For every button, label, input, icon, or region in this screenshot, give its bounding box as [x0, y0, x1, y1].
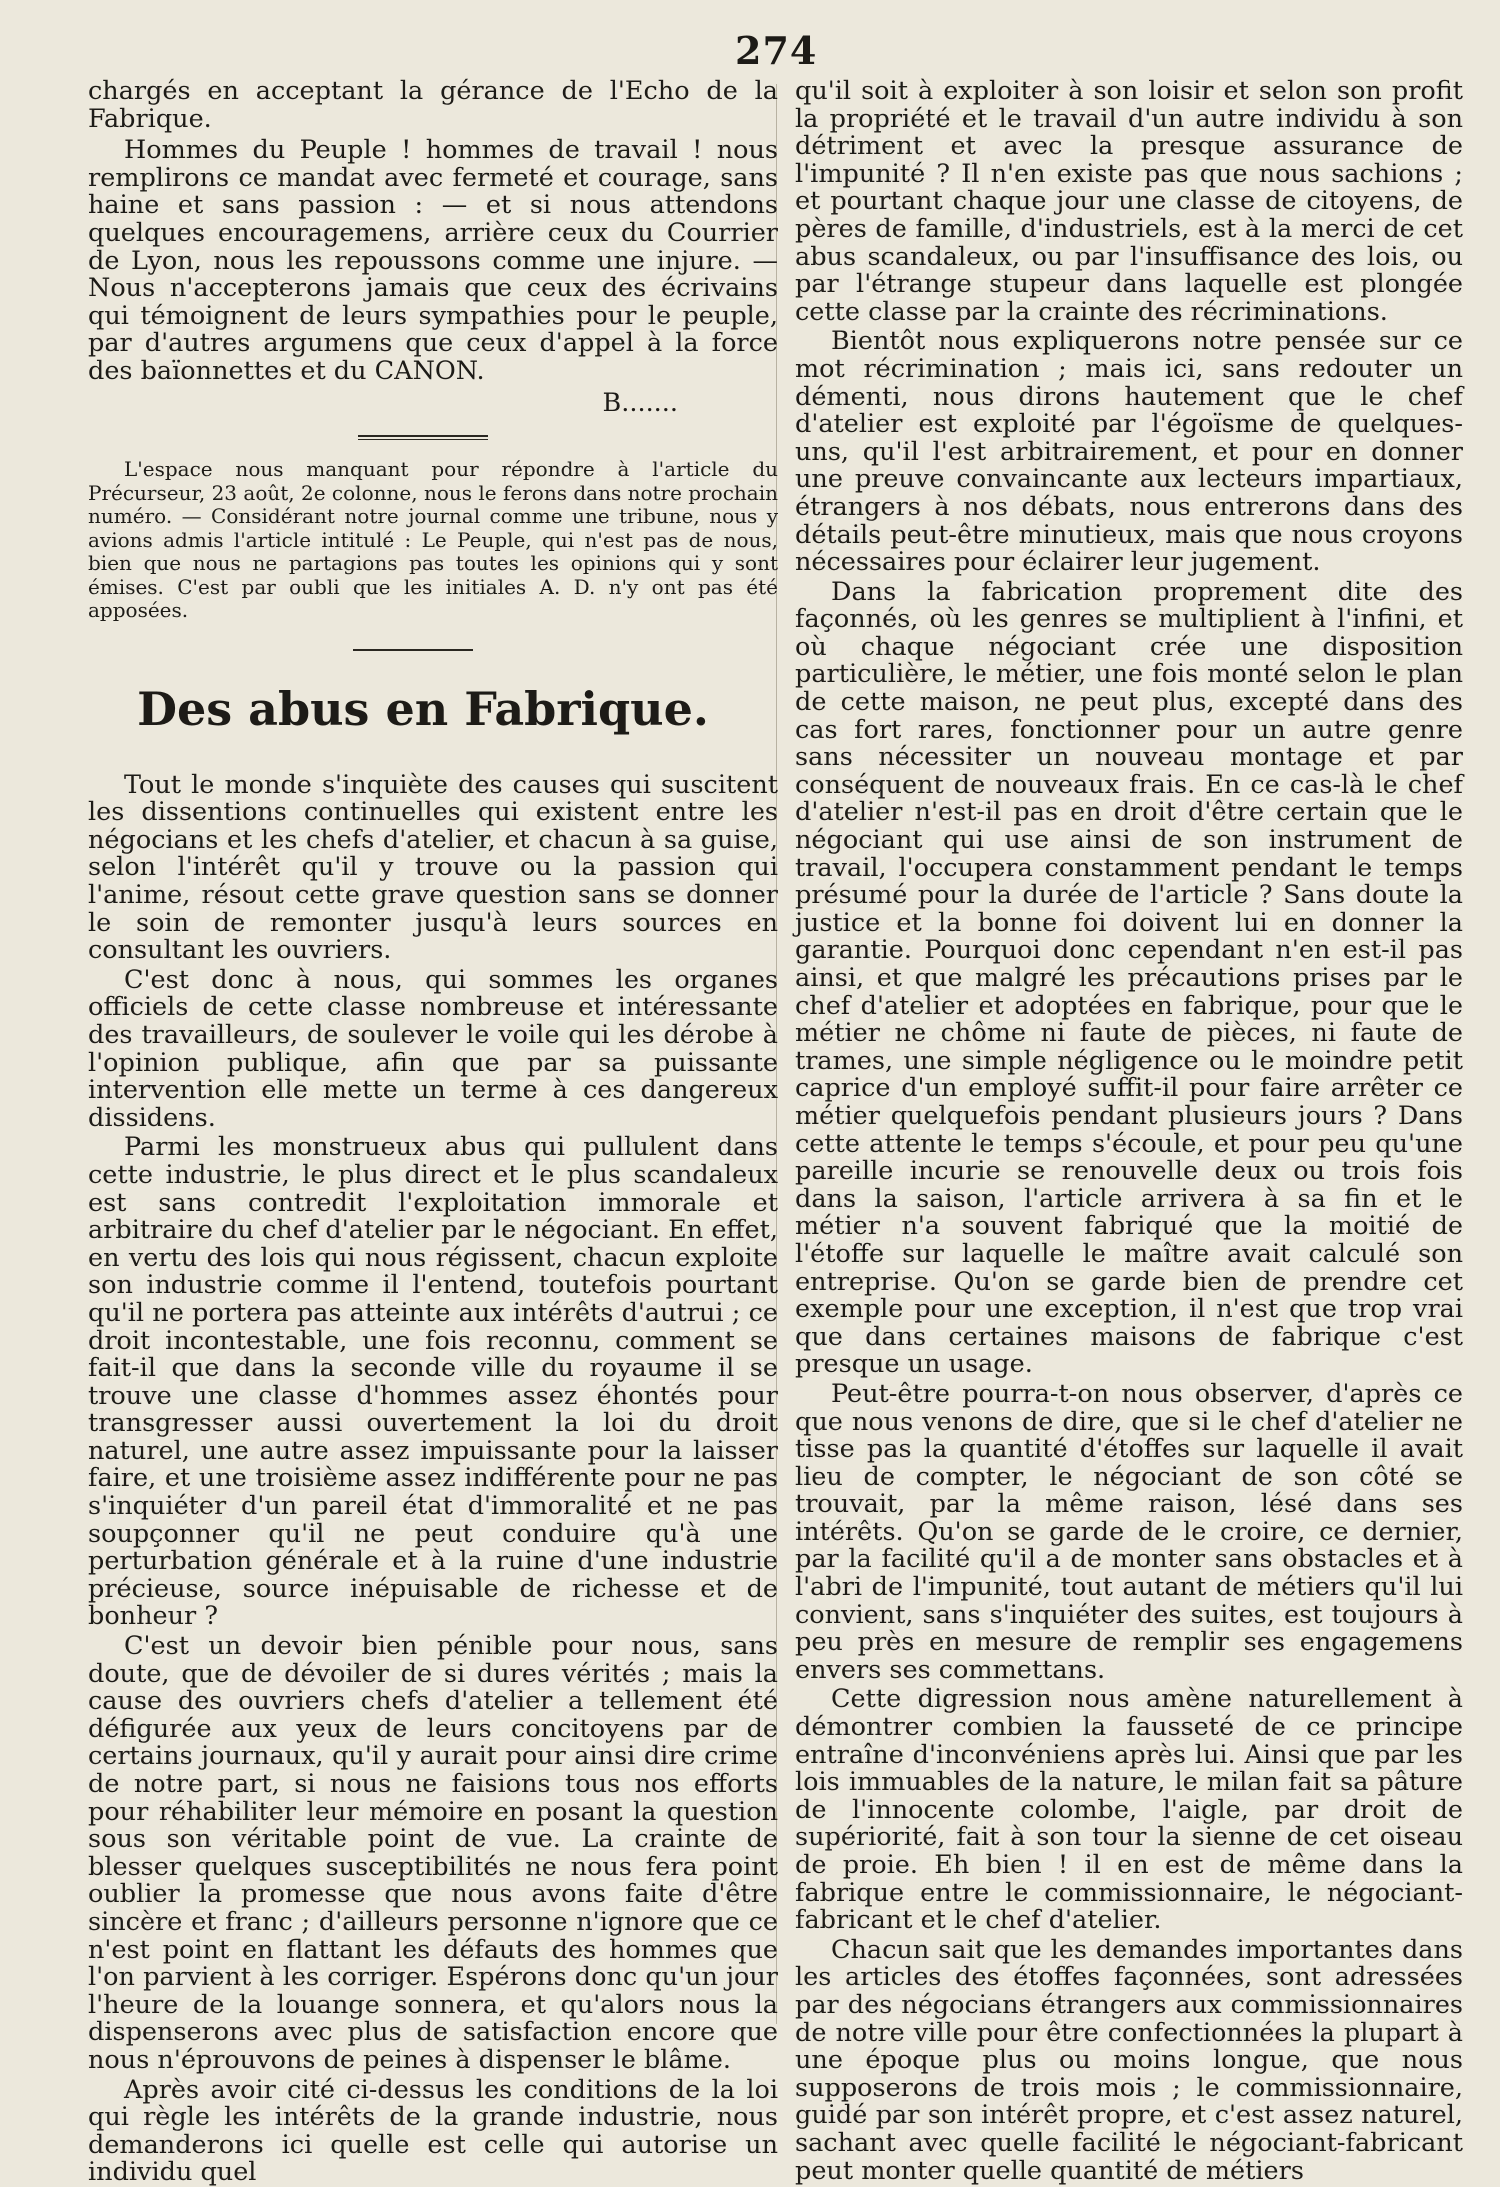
paragraph-6: qu'il soit à exploiter à son loisir et selon son profit la propriété et le travail d'un autre individu à son détriment et avec la presque assurance de l'impunité ? Il n'en existe pas que nous sachions ; et pourtant chaque jour une classe de citoyens, de pères de famille, d'industriels, est à la merci de cet abus scandaleux, ou par l'insuffisance des lois, ou par l'étrange stupeur dans laquelle est plongée cette classe par la crainte des récriminations. — [795, 76, 1463, 327]
section-separator — [358, 435, 488, 440]
left-column — [88, 78, 778, 2187]
paragraph-5: Après avoir cité ci-dessus les conditions de la loi qui règle les intérêts de la grande industrie, nous demanderons ici quelle est celle qui autorise un individu quel — [88, 2074, 778, 2187]
paragraph-4: C'est un devoir bien pénible pour nous, sans doute, que de dévoiler de si dures vérités ; mais la cause des ouvriers chefs d'atelier a tellement été défigurée aux yeux de leurs concitoyens par de certains journaux, qu'il y aurait pour ainsi dire crime de notre part, si nous ne faisions tous nos efforts pour réhabiliter leur mémoire en posant la question sous son véritable point de vue. La crainte de blesser quelques susceptibilités ne nous fera point oublier la promesse que nous avons faite d'être sincère et franc ; d'ailleurs personne n'ignore que ce n'est point en flattant les défauts des hommes que l'on parvient à les corriger. Espérons donc qu'un jour l'heure de la louange sonnera, et qu'alors nous la dispenserons avec plus de satisfaction encore que nous n'éprouvons de peines à dispenser le blâme. — [88, 1631, 778, 2075]
article-title: Des abus en Fabrique. — [137, 681, 709, 736]
note-separator — [353, 649, 473, 652]
paragraph-8: Dans la fabrication proprement dite des façonnés, où les genres se multiplient à l'infini, et où chaque négociant crée une disposition particulière, le métier, une fois monté selon le plan de cette maison, ne peut plus, excepté dans des cas fort rares, fonctionner pour un autre genre sans nécessiter un nouveau montage et par conséquent de nouveaux frais. En ce cas-là le chef d'atelier n'est-il pas en droit d'être certain que le négociant qui use ainsi de son instrument de travail, l'occupera constamment pendant le temps présumé pour la durée de l'article ? Sans doute la justice et la bonne foi doivent lui en donner la garantie. Pourquoi donc cependant n'en est-il pas ainsi, et que malgré les précautions prises par le chef d'atelier et adoptées en fabrique, pour que le métier ne chôme ni faute de pièces, ni faute de trames, une simple négligence ou le moindre petit caprice d'un employé suffit-il pour faire arrêter ce métier quelquefois pendant plusieurs jours ? Dans cette attente le temps s'écoule, et pour peu qu'une pareille incurie se renouvelle deux ou trois fois dans la saison, l'article arrivera à sa fin et le métier n'a souvent fabriqué que la moitié de l'étoffe sur laquelle le maître avait calculé son entreprise. Qu'on se garde bien de prendre cet exemple pour une exception, il n'est que trop vrai que dans certaines maisons de fabrique c'est presque un usage. — [795, 576, 1463, 1380]
right-column — [795, 78, 1463, 2185]
paragraph-7: Bientôt nous expliquerons notre pensée sur ce mot récrimination ; mais ici, sans redouter un démenti, nous dirons hautement que le chef d'atelier est exploité par l'égoïsme de quelques-uns, qu'il l'est arbitrairement, et pour en donner une preuve convaincante aux lecteurs impartiaux, étrangers à nos débats, nous entrerons dans des détails peut-être minutieux, mais que nous croyons nécessaires pour éclairer leur jugement. — [795, 326, 1463, 578]
paragraph-3: Parmi les monstrueux abus qui pullulent dans cette industrie, le plus direct et le plus scandaleux est sans contredit l'exploitation immorale et arbitraire du chef d'atelier par le négociant. En effet, en vertu des lois qui nous régissent, chacun exploite son industrie comme il l'entend, toutefois pourtant qu'il ne portera pas atteinte aux intérêts d'autrui ; ce droit incontestable, une fois reconnu, comment se fait-il que dans la seconde ville du royaume il se trouve une classe d'hommes assez éhontés pour transgresser aussi ouvertement la loi du droit naturel, une autre assez impuissante pour la laisser faire, et une troisième assez indifférente pour ne pas s'inquiéter d'un pareil état d'immoralité et ne pas soupçonner qu'il ne peut conduire qu'à une perturbation générale et à la ruine d'une industrie précieuse, source inépuisable de richesse et de bonheur ? — [88, 1132, 778, 1632]
paragraph-1: Tout le monde s'inquiète des causes qui suscitent les dissentions continuelles qui existent entre les négocians et les chefs d'atelier, et chacun à sa guise, selon l'intérêt qu'il y trouve ou la passion qui l'anime, résout cette grave question sans se donner le soin de remonter jusqu'à leurs sources en consultant les ouvriers. — [88, 769, 778, 966]
signature: B....... — [602, 387, 678, 418]
intro-line: chargés en acceptant la gérance de l'Echo de la Fabrique. — [88, 76, 778, 134]
editor-note: L'espace nous manquant pour répondre à l'article du Précurseur, 23 août, 2e colonne, nous le ferons dans notre prochain numéro. — Considérant notre journal comme une tribune, nous y avions admis l'article intitulé : Le Peuple, qui n'est pas de nous, bien que nous ne partagions pas toutes les opinions qui y sont émises. C'est par oubli que les initiales A. D. n'y ont pas été apposées. — [88, 457, 778, 623]
paragraph-2: C'est donc à nous, qui sommes les organes officiels de cette classe nombreuse et intéressante des travailleurs, de soulever le voile qui les dérobe à l'opinion publique, afin que par sa puissante intervention elle mette un terme à ces dangereux dissidens. — [88, 964, 778, 1133]
paragraph-10: Cette digression nous amène naturellement à démontrer combien la fausseté de ce principe entraîne d'inconvéniens après lui. Ainsi que par les lois immuables de la nature, le milan fait sa pâture de l'innocente colombe, l'aigle, par droit de supériorité, fait à son tour la sienne de cet oiseau de proie. Eh bien ! il en est de même dans la fabrique entre le commissionnaire, le négociant-fabricant et le chef d'atelier. — [795, 1684, 1463, 1936]
appeal-paragraph: Hommes du Peuple ! hommes de travail ! nous remplirons ce mandat avec fermeté et courage, sans haine et sans passion : — et si nous attendons quelques encouragemens, arrière ceux du Courrier de Lyon, nous les repoussons comme une injure. — Nous n'accepterons jamais que ceux des écrivains qui témoignent de leurs sympathies pour le peuple, par d'autres argumens que ceux d'appel à la force des baïonnettes et du CANON. — [88, 135, 778, 386]
paragraph-11: Chacun sait que les demandes importantes dans les articles des étoffes façonnées, sont adressées par des négocians étrangers aux commissionnaires de notre ville pour être confectionnées la plupart à une époque plus ou moins longue, que nous supposerons de trois mois ; le commissionnaire, guidé par son intérêt propre, et c'est assez naturel, sachant avec quelle facilité le négociant-fabricant peut monter quelle quantité de métiers — [795, 1934, 1463, 2186]
page-number: 274 — [735, 28, 818, 73]
paragraph-9: Peut-être pourra-t-on nous observer, d'après ce que nous venons de dire, que si le chef d'atelier ne tisse pas la quantité d'étoffes sur laquelle il avait lieu de compter, le négociant de son côté se trouvait, par la même raison, lésé dans ses intérêts. Qu'on se garde de le croire, ce dernier, par la facilité qu'il a de monter sans obstacles et à l'abri de l'impunité, tout autant de métiers qu'il lui convient, sans s'inquiéter des suites, est toujours à peu près en mesure de remplir ses engagemens envers ses commettans. — [795, 1378, 1463, 1685]
